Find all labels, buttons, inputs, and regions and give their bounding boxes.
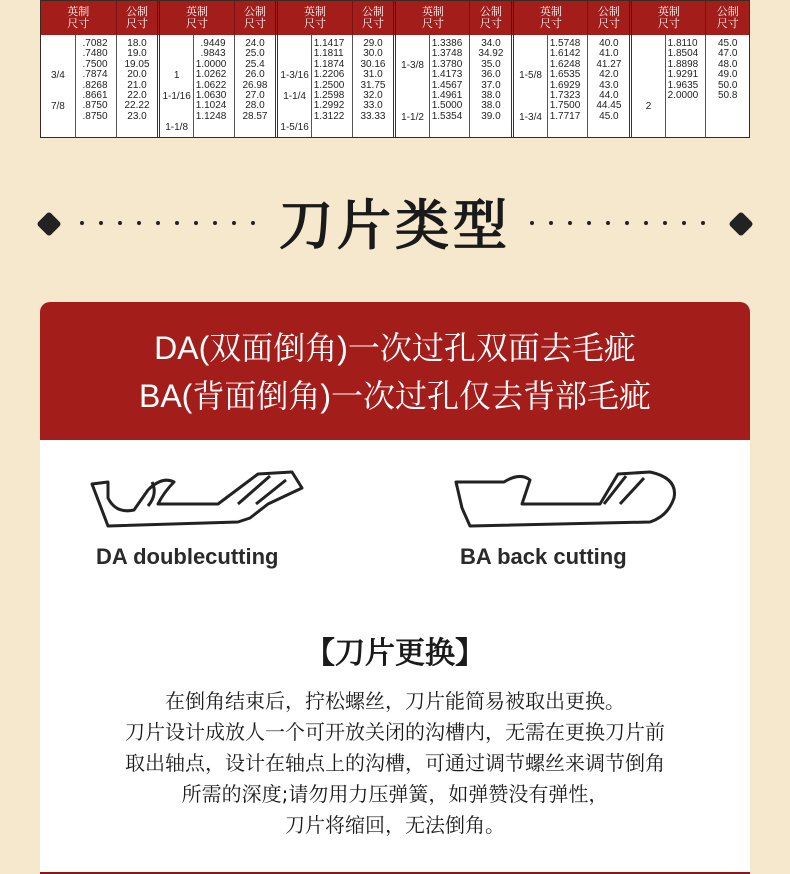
inch-value: .7082 xyxy=(82,38,108,49)
inch-value: 1.6142 xyxy=(549,48,581,60)
replacement-line: 所需的深度;请勿用力压弹簧，如弹赞没有弹性， xyxy=(181,782,609,806)
metric-value: 33.0 xyxy=(363,100,383,112)
imperial-size-header: 英制 尺寸 xyxy=(631,1,706,35)
fraction-size: 3/4 xyxy=(50,70,65,82)
inch-value: 1.0630 xyxy=(195,90,227,102)
inch-value: 1.4567 xyxy=(431,79,463,91)
inch-value: 1.1024 xyxy=(195,100,227,112)
inch-value: 1.5000 xyxy=(431,100,463,112)
inch-value: 1.8898 xyxy=(667,58,699,70)
size-table xyxy=(41,1,749,137)
inch-value: .8661 xyxy=(82,90,108,102)
metric-size-header: 公制 尺寸 xyxy=(588,1,631,35)
metric-values-column xyxy=(352,35,395,137)
metric-value: 29.0 xyxy=(363,38,383,49)
inch-value: 1.7500 xyxy=(549,100,581,112)
metric-value: 33.33 xyxy=(360,110,386,122)
inch-value: .7874 xyxy=(82,69,108,81)
ba-blade-icon xyxy=(450,468,680,538)
inch-value: 1.6535 xyxy=(549,69,581,81)
metric-value: 50.0 xyxy=(717,79,738,91)
inch-value: 1.4961 xyxy=(431,90,463,102)
metric-value: 34.0 xyxy=(481,38,501,49)
fraction-column xyxy=(41,35,75,137)
metric-value: 22.0 xyxy=(127,90,147,102)
imperial-size-header: 英制 尺寸 xyxy=(513,1,588,35)
inch-value: 1.2992 xyxy=(313,100,345,112)
inch-value: 1.3122 xyxy=(313,110,345,122)
inch-value: 2.0000 xyxy=(667,90,699,102)
metric-values-column xyxy=(588,35,631,137)
fraction-size: 7/8 xyxy=(50,101,65,113)
metric-value: 28.57 xyxy=(242,110,268,122)
section-heading xyxy=(30,190,760,260)
imperial-size-header: 英制 尺寸 xyxy=(277,1,352,35)
inch-value: .8750 xyxy=(82,100,108,112)
banner-line-ba: BA(背面倒角)一次过孔仅去背部毛疵 xyxy=(138,378,651,414)
inch-value: 1.1811 xyxy=(313,48,344,60)
inch-value: 1.9635 xyxy=(667,79,699,91)
metric-value: 34.92 xyxy=(478,48,504,60)
metric-value: 41.0 xyxy=(599,48,619,60)
inch-value: 1.6248 xyxy=(549,58,581,70)
metric-value: 38.0 xyxy=(481,100,501,112)
inch-value: 1.2500 xyxy=(313,79,345,91)
fraction-size: 1-1/16 xyxy=(162,91,191,102)
inch-values-column xyxy=(547,35,588,137)
metric-size-header: 公制 尺寸 xyxy=(352,1,395,35)
metric-value: 39.0 xyxy=(481,110,501,122)
fraction-size: 1-3/4 xyxy=(519,111,542,123)
metric-value: 45.0 xyxy=(717,38,738,49)
da-blade-label: DA doublecutting xyxy=(96,544,279,569)
blade-replacement-text xyxy=(40,686,750,841)
metric-value: 27.0 xyxy=(245,90,265,102)
inch-value: 1.0622 xyxy=(195,79,227,91)
inch-value: .7480 xyxy=(82,48,108,60)
metric-size-header: 公制 尺寸 xyxy=(470,1,513,35)
fraction-size: 1-3/8 xyxy=(401,59,424,71)
fraction-column xyxy=(395,35,429,137)
metric-values-column xyxy=(234,35,277,137)
metric-value: 50.8 xyxy=(717,90,738,102)
inch-values-column xyxy=(429,35,470,137)
metric-size-header: 公制 尺寸 xyxy=(706,1,749,35)
inch-value: 1.3386 xyxy=(431,38,463,49)
inch-value: 1.5354 xyxy=(431,110,463,122)
fraction-column xyxy=(631,35,665,137)
inch-value: .9449 xyxy=(200,38,226,49)
metric-value: 44.0 xyxy=(599,90,619,102)
chamfer-type-banner xyxy=(40,302,750,440)
replacement-line: 取出轴点，设计在轴点上的沟槽，可通过调节螺丝来调节倒角 xyxy=(125,751,665,775)
replacement-line: 刀片设计成放人一个可开放关闭的沟槽内，无需在更换刀片前 xyxy=(125,720,665,744)
inch-value: 1.0262 xyxy=(195,69,227,81)
metric-values-column xyxy=(706,35,749,137)
fraction-size: 1-1/4 xyxy=(283,91,306,102)
metric-value: 49.0 xyxy=(717,69,738,81)
metric-value: 47.0 xyxy=(717,48,738,60)
replacement-line: 在倒角结束后，拧松螺丝，刀片能简易被取出更换。 xyxy=(165,689,625,713)
metric-value: 31.0 xyxy=(363,69,383,81)
metric-value: 26.0 xyxy=(245,69,265,81)
size-conversion-table xyxy=(40,0,750,138)
metric-value: 42.0 xyxy=(599,69,619,81)
metric-value: 36.0 xyxy=(481,69,501,81)
inch-value: .8750 xyxy=(82,110,108,122)
fraction-size: 1-1/2 xyxy=(401,111,424,123)
blade-replacement-title: 【刀片更换】 xyxy=(305,636,485,671)
metric-value: 19.0 xyxy=(127,48,147,60)
inch-value: 1.2598 xyxy=(313,90,345,102)
metric-value: 35.0 xyxy=(481,58,501,70)
inch-value: .7500 xyxy=(82,58,108,70)
fraction-size: 1 xyxy=(173,70,180,82)
fraction-size: 1-1/8 xyxy=(165,122,189,134)
metric-value: 21.0 xyxy=(127,79,147,91)
section-title: 刀片类型 xyxy=(279,193,511,257)
inch-value: 1.8504 xyxy=(667,48,699,60)
inch-value: 1.7717 xyxy=(549,110,581,122)
inch-values-column xyxy=(665,35,706,137)
imperial-size-header: 英制 尺寸 xyxy=(41,1,116,35)
inch-value: 1.0000 xyxy=(195,58,227,70)
fraction-size: 1-5/8 xyxy=(519,70,542,82)
fraction-column xyxy=(159,35,193,137)
metric-value: 30.16 xyxy=(360,58,386,70)
inch-value: 1.1874 xyxy=(313,58,345,70)
inch-values-column xyxy=(311,35,352,137)
fraction-column xyxy=(513,35,547,137)
metric-value: 22.22 xyxy=(124,100,150,112)
inch-value: 1.6929 xyxy=(549,79,581,91)
inch-values-column xyxy=(75,35,116,137)
fraction-column xyxy=(277,35,311,137)
metric-value: 44.45 xyxy=(596,100,622,112)
metric-value: 40.0 xyxy=(599,38,619,49)
metric-value: 23.0 xyxy=(127,110,147,122)
blade-illustrations xyxy=(40,440,750,590)
blade-types-card xyxy=(40,302,750,874)
imperial-size-header: 英制 尺寸 xyxy=(395,1,470,35)
metric-values-column xyxy=(470,35,513,137)
metric-value: 38.0 xyxy=(481,90,501,102)
inch-values-column xyxy=(193,35,234,137)
metric-values-column xyxy=(116,35,159,137)
inch-value: 1.2206 xyxy=(313,69,345,81)
fraction-size: 2 xyxy=(645,101,652,113)
metric-value: 45.0 xyxy=(599,110,619,122)
inch-value: 1.9291 xyxy=(667,69,699,81)
inch-value: .8268 xyxy=(82,79,108,91)
metric-value: 18.0 xyxy=(127,38,147,49)
metric-value: 43.0 xyxy=(599,79,619,91)
fraction-size: 1-3/16 xyxy=(280,70,309,82)
fraction-size: 1-5/16 xyxy=(280,122,309,134)
inch-value: .9843 xyxy=(200,48,226,60)
inch-value: 1.3748 xyxy=(431,48,463,60)
metric-value: 41.27 xyxy=(596,58,622,70)
banner-line-da: DA(双面倒角)一次过孔双面去毛疵 xyxy=(154,330,636,366)
inch-value: 1.1417 xyxy=(313,38,345,49)
metric-value: 32.0 xyxy=(363,90,383,102)
imperial-size-header: 英制 尺寸 xyxy=(159,1,234,35)
metric-value: 31.75 xyxy=(360,79,386,91)
metric-value: 20.0 xyxy=(127,69,147,81)
inch-value: 1.7323 xyxy=(549,90,581,102)
metric-value: 30.0 xyxy=(363,48,383,60)
ba-blade-label: BA back cutting xyxy=(460,544,627,569)
metric-value: 19.05 xyxy=(124,58,150,70)
metric-value: 28.0 xyxy=(245,100,265,112)
metric-size-header: 公制 尺寸 xyxy=(116,1,159,35)
da-blade-icon xyxy=(88,468,308,538)
metric-size-header: 公制 尺寸 xyxy=(234,1,277,35)
replacement-line: 刀片将缩回，无法倒角。 xyxy=(285,813,505,837)
metric-value: 37.0 xyxy=(481,79,501,91)
inch-value: 1.1248 xyxy=(195,110,227,122)
metric-value: 48.0 xyxy=(717,58,738,70)
inch-value: 1.5748 xyxy=(549,38,581,49)
right-dotted-line xyxy=(530,221,705,227)
metric-value: 25.0 xyxy=(245,48,265,60)
inch-value: 1.3780 xyxy=(431,58,463,70)
metric-value: 25.4 xyxy=(245,58,265,70)
metric-value: 24.0 xyxy=(245,38,265,49)
inch-value: 1.4173 xyxy=(431,69,463,81)
inch-value: 1.8110 xyxy=(667,38,698,49)
metric-value: 26.98 xyxy=(242,79,268,91)
